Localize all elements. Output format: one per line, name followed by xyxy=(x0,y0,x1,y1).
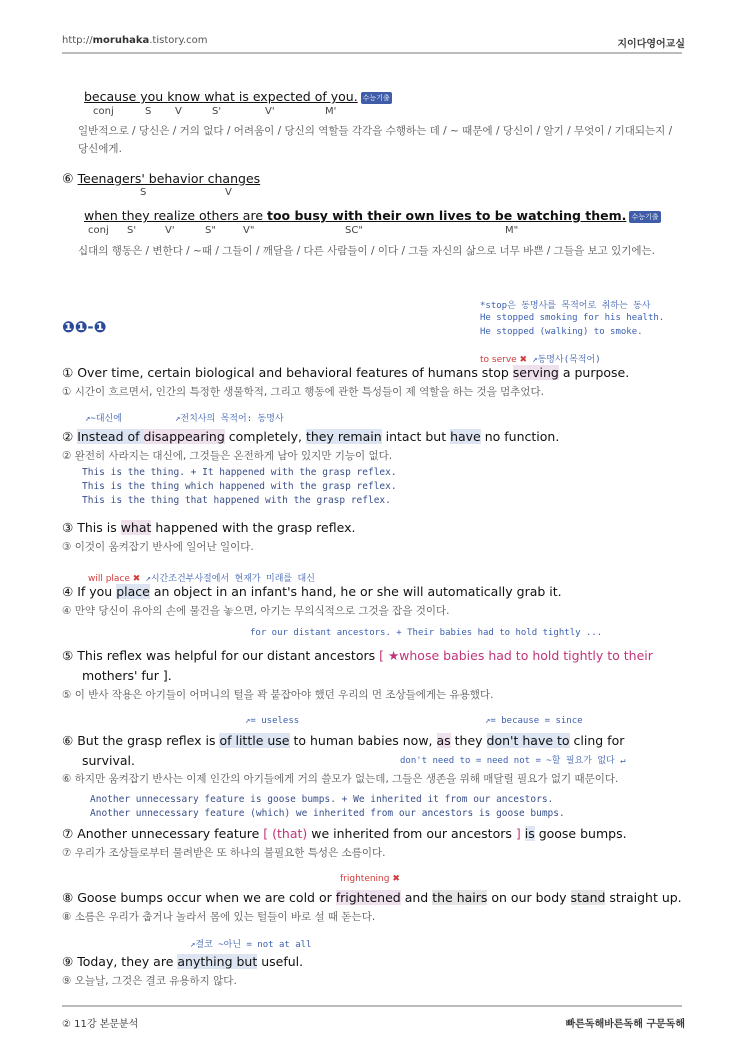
sentence-8: ⑧ Goose bumps occur when we are cold or frightened and the hairs on our body stand straight up. xyxy=(62,890,682,905)
suneung-tag: 수능기출 xyxy=(362,93,390,102)
section-title: ❶❶-❶ xyxy=(62,318,107,336)
sentence-5: ⑤ This reflex was helpful for our distant ancestors [ ★whose babies had to hold tightly to their xyxy=(62,648,653,663)
korean-translation: ⑥ 하지만 움켜잡기 반사는 이제 인간의 아기들에게 거의 쓸모가 없는데, 그들은 생존을 위해 매달릴 필요가 없기 때문이다. xyxy=(62,773,619,785)
role-label: S xyxy=(140,187,147,198)
suneung-tag: 수능기출 xyxy=(631,212,659,221)
footer-right: 빠른독해바른독해 구문독해 xyxy=(565,1019,685,1030)
annotation: frightening ✖ xyxy=(340,874,400,884)
header-rule xyxy=(62,52,682,54)
sentence-5-cont: mothers' fur ]. xyxy=(82,668,172,683)
top-line1: because you know what is expected of you. 수능기출 xyxy=(84,89,390,104)
footer-left: ② 11강 본문분석 xyxy=(62,1019,139,1030)
role-label: SC" xyxy=(345,225,363,236)
korean-translation: ③ 이것이 움켜잡기 반사에 일어난 일이다. xyxy=(62,541,254,553)
top-line2: ⑥ Teenagers' behavior changes xyxy=(62,171,261,187)
korean-translation: 일반적으로 / 당신은 / 거의 없다 / 어려움이 / 당신의 역할들 각각을 수행하는 데 / ~ 때문에 / 당신이 / 알기 / 무엇이 / 기대되는지 / 당신에게. xyxy=(78,125,673,155)
side-note: He stopped (walking) to smoke. xyxy=(480,327,643,337)
example-line: This is the thing. + It happened with the grasp reflex. xyxy=(82,467,397,478)
side-note: He stopped smoking for his health. xyxy=(480,313,665,323)
korean-translation: 십대의 행동은 / 변한다 / ~때 / 그들이 / 깨달을 / 다른 사람들이 / 이다 / 그들 자신의 삶으로 너무 바쁜 / 그들을 보고 있기에는. xyxy=(78,245,655,257)
role-label: S xyxy=(145,106,152,117)
annotation: ↗~대신에 xyxy=(85,414,122,424)
role-label: V xyxy=(175,106,182,117)
sentence-6: ⑥ But the grasp reflex is of little use to human babies now, as they don't have to cling for xyxy=(62,733,625,748)
role-label: conj xyxy=(88,225,109,236)
role-label: V' xyxy=(265,106,275,117)
role-label: V" xyxy=(243,225,255,236)
side-note: to serve ✖ ↗동명사(목적어) xyxy=(480,355,601,365)
korean-translation: ④ 만약 당신이 유아의 손에 물건을 놓으면, 아기는 무의식적으로 그것을 잡을 것이다. xyxy=(62,605,450,617)
sentence-1: ① Over time, certain biological and behavioral features of humans stop serving a purpose. xyxy=(62,365,630,380)
sentence-2: ② Instead of disappearing completely, they remain intact but have no function. xyxy=(62,429,560,444)
korean-translation: ① 시간이 흐르면서, 인간의 특정한 생물학적, 그리고 행동에 관한 특성들이 제 역할을 하는 것을 멈추었다. xyxy=(62,386,545,398)
role-label: V' xyxy=(165,225,175,236)
sentence-9: ⑨ Today, they are anything but useful. xyxy=(62,954,304,969)
role-label: S" xyxy=(205,225,216,236)
annotation: ↗= because = since xyxy=(485,716,583,726)
korean-translation: ② 완전히 사라지는 대신에, 그것들은 온전하게 남아 있지만 기능이 없다. xyxy=(62,450,393,462)
annotation: will place ✖ ↗시간조건부사절에서 현재가 미래를 대신 xyxy=(88,574,315,584)
korean-translation: ⑦ 우리가 조상들로부터 물려받은 또 하나의 불필요한 특성은 소름이다. xyxy=(62,847,386,859)
role-label: S' xyxy=(212,106,222,117)
annotation: ↗결코 ~아닌 = not at all xyxy=(190,940,312,950)
sentence-7: ⑦ Another unnecessary feature [ (that) we inherited from our ancestors ] is goose bumps. xyxy=(62,826,627,841)
role-label: V xyxy=(225,187,232,198)
sentence-3: ③ This is what happened with the grasp reflex. xyxy=(62,520,356,535)
header-title: 지이다영어교실 xyxy=(617,39,685,50)
top-line3: when they realize others are too busy with their own lives to be watching them. 수능기출 xyxy=(84,208,659,223)
side-note: *stop은 동명사를 목적어로 취하는 동사 xyxy=(480,301,651,311)
example-line: This is the thing that happened with the grasp reflex. xyxy=(82,495,391,506)
header-url[interactable]: http://moruhaka.tistory.com xyxy=(62,35,208,46)
role-label: S' xyxy=(127,225,137,236)
role-label: M' xyxy=(325,106,337,117)
role-label: M" xyxy=(505,225,519,236)
role-label: conj xyxy=(93,106,114,117)
example-line: Another unnecessary feature is goose bumps. + We inherited it from our ancestors. xyxy=(90,794,554,805)
sentence-4: ④ If you place an object in an infant's hand, he or she will automatically grab it. xyxy=(62,584,562,599)
example-line: Another unnecessary feature (which) we inherited from our ancestors is goose bumps. xyxy=(90,808,565,819)
korean-translation: ⑤ 이 반사 작용은 아기들이 어머니의 털을 꽉 붙잡아야 했던 우리의 먼 조상들에게는 유용했다. xyxy=(62,689,494,701)
annotation: ↗= useless xyxy=(245,716,300,726)
sentence-6-cont: survival. xyxy=(82,753,135,768)
footer-rule xyxy=(62,1005,682,1007)
annotation: ↗전치사의 목적어: 동명사 xyxy=(175,414,284,424)
annotation: for our distant ancestors. + Their babies had to hold tightly ... xyxy=(250,628,603,638)
annotation: don't need to = need not = ~할 필요가 없다 ↵ xyxy=(400,756,626,766)
korean-translation: ⑨ 오늘날, 그것은 결코 유용하지 않다. xyxy=(62,975,237,987)
example-line: This is the thing which happened with the grasp reflex. xyxy=(82,481,397,492)
korean-translation: ⑧ 소름은 우리가 춥거나 놀라서 몸에 있는 털들이 바로 설 때 돋는다. xyxy=(62,911,376,923)
